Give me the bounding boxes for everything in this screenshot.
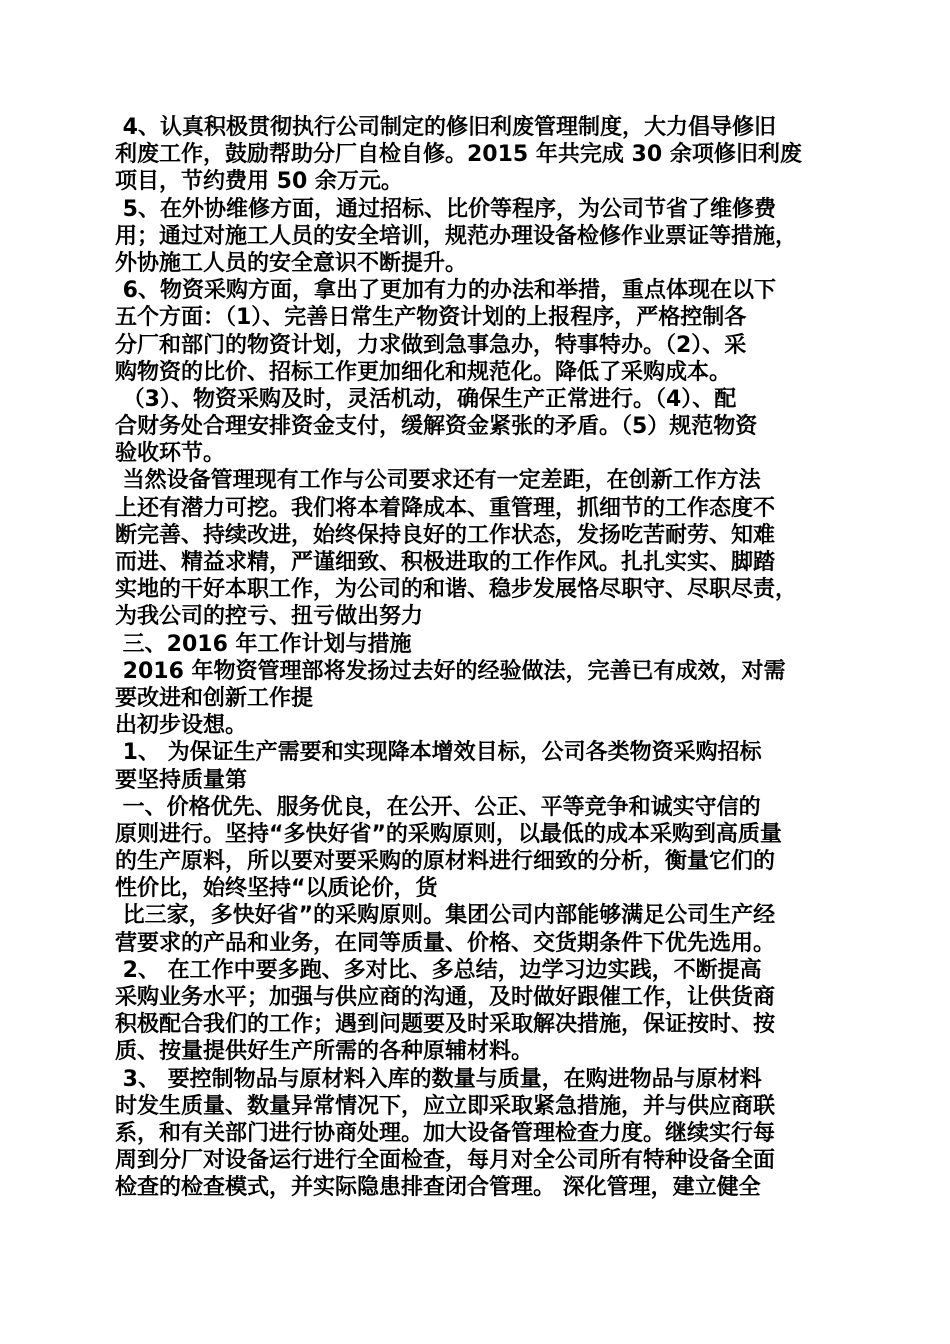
document-body-text xyxy=(115,114,845,1202)
text-line: 用；通过对施工人员的安全培训，规范办理设备检修作业票证等措施， xyxy=(115,223,798,249)
text-line: 3、 要控制物品与原材料入库的数量与质量，在购进物品与原材料 xyxy=(115,1066,762,1092)
text-line: 2、 在工作中要多跑、多对比、多总结，边学习边实践，不断提高 xyxy=(115,957,762,983)
text-line: 验收环节。 xyxy=(115,441,226,467)
text-line: 五个方面：（1）、完善日常生产物资计划的上报程序，严格控制各 xyxy=(115,305,747,331)
text-line: 而进、精益求精，严谨细致、积极进取的工作作风。扎扎实实、脚踏 xyxy=(115,550,776,575)
text-line: （3）、物资采购及时，灵活机动，确保生产正常进行。（4）、配 xyxy=(115,386,737,412)
text-line: 采购业务水平；加强与供应商的沟通，及时做好跟催工作，让供货商 xyxy=(115,985,776,1010)
text-line: 断完善、持续改进，始终保持良好的工作状态，发扬吃苦耐劳、知难 xyxy=(115,522,776,548)
text-line: 1、 为保证生产需要和实现降本增效目标，公司各类物资采购招标 xyxy=(115,740,762,766)
text-line: 要坚持质量第 xyxy=(115,767,248,793)
text-line: 购物资的比价、招标工作更加细化和规范化。降低了采购成本。 xyxy=(115,359,732,385)
text-line: 6、物资采购方面，拿出了更加有力的办法和举措，重点体现在以下 xyxy=(115,278,776,304)
text-line: 5、在外协维修方面，通过招标、比价等程序，为公司节省了维修费 xyxy=(115,196,776,222)
text-line: 利废工作，鼓励帮助分厂自检自修。2015 年共完成 30 余项修旧利废 xyxy=(115,142,802,168)
text-line: 比三家，多快好省”的采购原则。集团公司内部能够满足公司生产经 xyxy=(115,903,776,929)
text-line: 检查的检查模式，并实际隐患排查闭合管理。 深化管理，建立健全 xyxy=(115,1175,761,1201)
text-line: 原则进行。坚持“多快好省”的采购原则，以最低的成本采购到高质量 xyxy=(115,821,782,847)
text-line: 外协施工人员的安全意识不断提升。 xyxy=(115,250,468,276)
text-line: 性价比，始终坚持“以质论价，货 xyxy=(115,876,438,902)
text-line: 周到分厂对设备运行进行全面检查，每月对全公司所有特种设备全面 xyxy=(115,1148,776,1174)
text-line: 2016 年物资管理部将发扬过去好的经验做法，完善已有成效，对需 xyxy=(115,658,786,684)
text-line: 质、按量提供好生产所需的各种原辅材料。 xyxy=(115,1039,534,1065)
text-line: 出初步设想。 xyxy=(115,713,248,739)
text-line: 积极配合我们的工作；遇到问题要及时采取解决措施，保证按时、按 xyxy=(115,1012,776,1038)
text-line: 4、认真积极贯彻执行公司制定的修旧利废管理制度，大力倡导修旧 xyxy=(115,115,776,140)
text-line: 营要求的产品和业务，在同等质量、价格、交货期条件下优先选用。 xyxy=(115,930,776,956)
text-line: 系，和有关部门进行协商处理。加大设备管理检查力度。继续实行每 xyxy=(115,1120,776,1146)
text-line: 为我公司的控亏、扭亏做出努力 xyxy=(115,604,424,630)
text-line: 实地的干好本职工作，为公司的和谐、稳步发展恪尽职守、尽职尽责， xyxy=(115,577,798,603)
text-line: 分厂和部门的物资计划，力求做到急事急办，特事特办。（2）、采 xyxy=(115,332,747,358)
text-line: 一、价格优先、服务优良，在公开、公正、平等竞争和诚实守信的 xyxy=(115,794,761,820)
text-line: 合财务处合理安排资金支付，缓解资金紧张的矛盾。（5）规范物资 xyxy=(115,414,758,440)
text-line: 当然设备管理现有工作与公司要求还有一定差距，在创新工作方法 xyxy=(115,468,761,494)
text-line: 的生产原料，所以要对要采购的原材料进行细致的分析，衡量它们的 xyxy=(115,849,776,875)
text-line: 时发生质量、数量异常情况下，应立即采取紧急措施，并与供应商联 xyxy=(115,1093,776,1119)
text-line: 要改进和创新工作提 xyxy=(115,685,314,711)
text-line: 项目，节约费用 50 余万元。 xyxy=(115,169,403,195)
text-line: 三、2016 年工作计划与措施 xyxy=(115,631,412,657)
text-line: 上还有潜力可挖。我们将本着降成本、重管理，抓细节的工作态度不 xyxy=(115,495,776,521)
